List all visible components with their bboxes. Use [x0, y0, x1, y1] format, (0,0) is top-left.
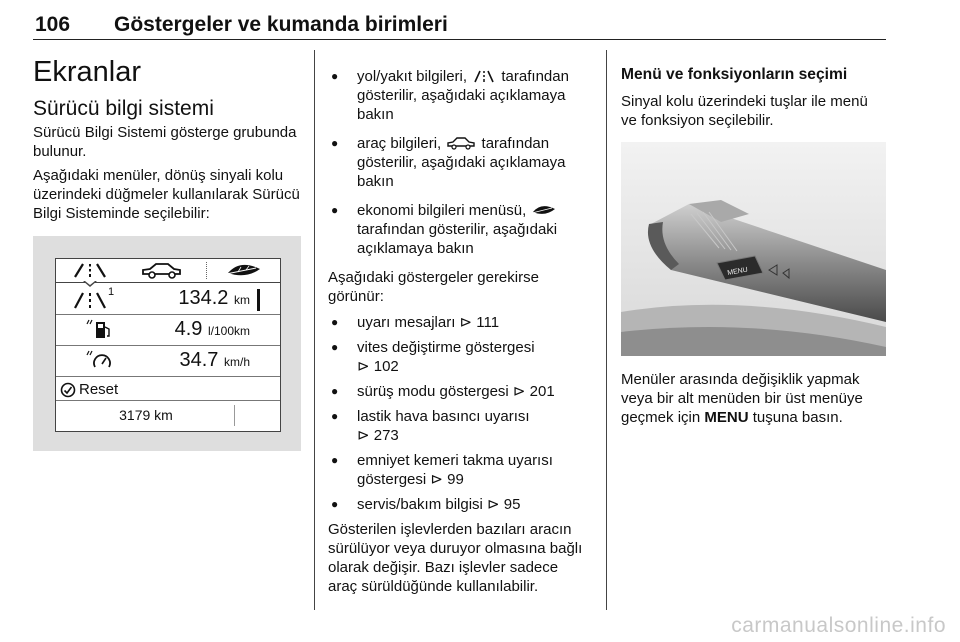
section-heading: Menü ve fonksiyonların seçimi — [621, 66, 848, 83]
column-1 — [33, 50, 301, 423]
page-ref-arrow-icon: ⊳ — [512, 383, 526, 400]
tab-separator — [206, 262, 208, 279]
speedometer-icon — [82, 346, 122, 376]
tab-vehicle — [122, 259, 200, 282]
list-item: ● servis/bakım bilgisi ⊳ 95 — [328, 495, 590, 514]
menu-instruction-paragraph: Menüler arasında değişiklik yapmak veya bir alt menüden bir üst menüye geçmek için MENU tuşuna basın. — [621, 371, 863, 426]
page-header — [33, 5, 886, 40]
closing-paragraph: Gösterilen işlevlerden bazıları aracın sürülüyor veya duruyor olmasına bağlı olarak değişir. Bazı işlevler sadece araç sürüldüğünde kullanılabilir. — [328, 521, 583, 595]
turn-signal-lever-illustration — [621, 142, 886, 356]
fuel-consumption-value: 4.9 l/100km — [174, 318, 250, 340]
chapter-title: Göstergeler ve kumanda birimleri — [114, 13, 448, 36]
intro-paragraph: Sinyal kolu üzerindeki tuşlar ile menü ve fonksiyon seçilebilir. — [621, 92, 868, 129]
page-ref-arrow-icon: ⊳ — [459, 314, 473, 331]
lcd-screen — [55, 258, 281, 432]
road-trip-icon — [62, 284, 132, 314]
average-speed-row — [56, 346, 280, 377]
list-item: ● lastik hava basıncı uyarısı ⊳ 273 — [328, 407, 590, 445]
list-item: ● sürüş modu göstergesi ⊳ 201 — [328, 382, 590, 401]
page-ref-arrow-icon: ⊳ — [357, 427, 370, 444]
page-number: 106 — [35, 13, 71, 36]
menu-paragraph: Aşağıdaki menüler, dönüş sinyali kolu üzerindeki düğmeler kullanılarak Sürücü Bilgi Sisteminde seçilebilir: — [33, 167, 300, 222]
checkmark-circle-icon — [60, 382, 76, 398]
turn-signal-lever-photo — [621, 142, 886, 356]
column-3 — [621, 50, 886, 426]
intro-paragraph: Sürücü Bilgi Sistemi gösterge grubunda bulunur. — [33, 124, 297, 160]
trip-superscript: 1 — [108, 286, 115, 298]
menu-list — [328, 67, 590, 258]
list-item: ● yol/yakıt bilgileri, tarafından gösterilir, aşağıdaki açıklamaya bakın — [328, 67, 590, 124]
list-item: ● araç bilgileri, tarafından gösterilir, aşağıdaki açıklamaya bakın — [328, 134, 590, 191]
leaf-icon — [530, 203, 558, 217]
subsection-title: Sürücü bilgi sistemi — [33, 97, 214, 120]
odometer-value: 3179 km — [119, 407, 173, 423]
fuel-consumption-row — [56, 315, 280, 346]
car-icon — [122, 259, 200, 282]
watermark: carmanualsonline.info — [731, 614, 946, 637]
column-2 — [328, 50, 590, 601]
driver-info-display-figure — [33, 236, 301, 451]
indicators-intro: Aşağıdaki göstergeler gerekirse görünür: — [328, 269, 539, 305]
page-ref-arrow-icon: ⊳ — [487, 496, 500, 513]
trip-distance-row — [56, 284, 280, 315]
road-trip-icon — [62, 259, 118, 282]
average-speed-value: 34.7 km/h — [179, 349, 250, 371]
reset-label: Reset — [79, 381, 119, 398]
menu-tabs — [56, 259, 280, 283]
page-ref-arrow-icon: ⊳ — [430, 471, 443, 488]
odometer-divider — [234, 405, 235, 426]
trip-distance-value: 134.2 km — [178, 287, 250, 309]
leaf-icon — [212, 259, 276, 282]
menu-button-label: MENU — [726, 266, 749, 278]
fuel-pump-icon — [82, 315, 122, 345]
tab-eco — [212, 259, 276, 282]
road-trip-icon — [471, 69, 497, 83]
scroll-indicator — [257, 289, 260, 311]
list-item: ● emniyet kemeri takma uyarısı göstergesi ⊳ 99 — [328, 451, 590, 489]
list-item: ● vites değiştirme göstergesi ⊳ 102 — [328, 338, 590, 376]
odometer-row — [56, 400, 280, 431]
column-divider — [314, 50, 315, 610]
column-divider — [606, 50, 607, 610]
page-ref-arrow-icon: ⊳ — [357, 358, 370, 375]
section-title: Ekranlar — [33, 56, 141, 88]
indicator-list — [328, 313, 590, 514]
list-item: ● ekonomi bilgileri menüsü, tarafından gösterilir, aşağıdaki açıklamaya bakın — [328, 201, 590, 258]
tab-trip — [62, 259, 118, 282]
car-icon — [445, 136, 477, 150]
list-item: ● uyarı mesajları ⊳ 111 — [328, 313, 590, 332]
